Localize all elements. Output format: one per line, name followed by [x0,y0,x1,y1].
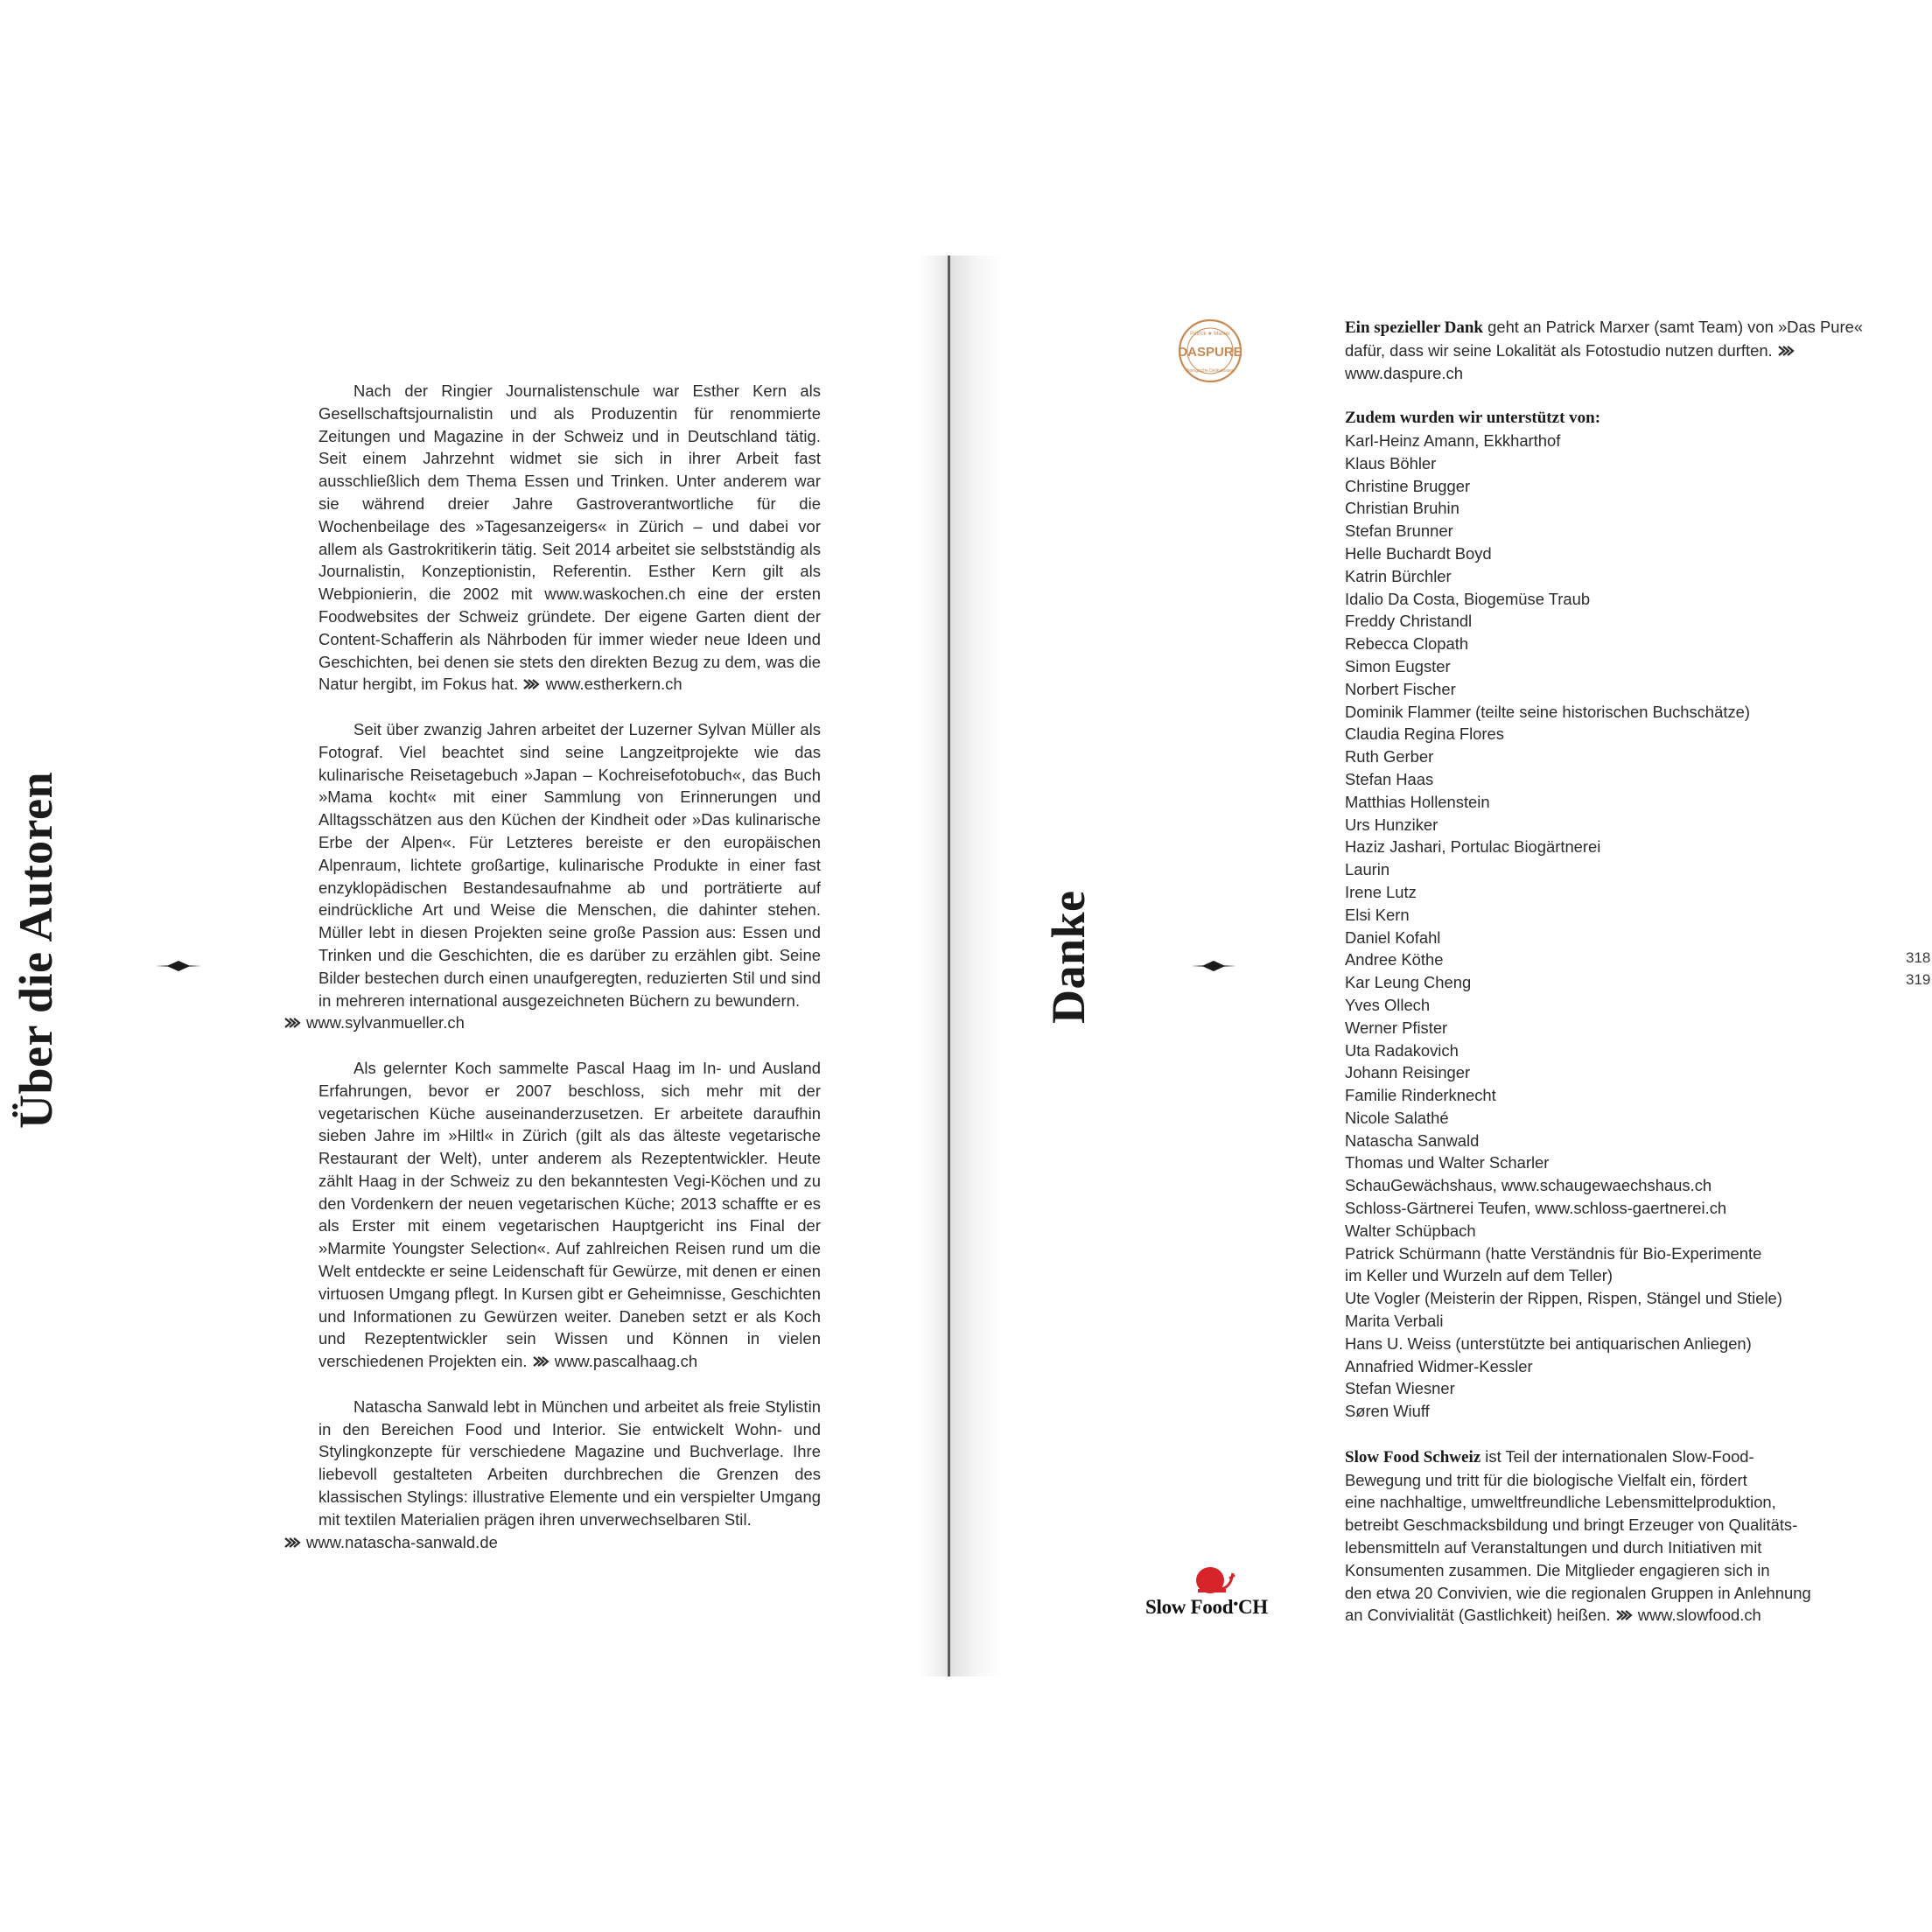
list-item: Schloss-Gärtnerei Teufen, www.schloss-gaertnerei.ch [1345,1199,1727,1218]
list-item: Marita Verbali [1345,1312,1444,1331]
list-item: Annafried Widmer-Kessler [1345,1356,1533,1376]
supporters-heading: Zudem wurden wir unterstützt von: [1345,409,1601,428]
list-item: Haziz Jashari, Portulac Biogärtnerei [1345,837,1601,857]
bio-pascal-haag: Als gelernter Koch sammelte Pascal Haag im In- und Ausland Erfahrungen, bevor er 2007 beschloss, sich mehr mit der vegetarischen Küche auseinanderzusetzen. Er arbeitete daraufhin sieben Jahre im »Hiltl« in Zürich (gilt als das älteste vegetarische Restaurant der Welt), unter anderem als Rezeptentwickler. Heute zählt Haag in der Schweiz zu den bekanntesten Vegi-Köchen und zu den Vordenkern der neuen vegetarischen Küche; 2013 schaffte er es als Erster mit einem vegetarischen Hauptgericht ins Final der »Marmite Youngster Selection«. Auf zahlreichen Reisen rund um die Welt entdeckte er seine Leidenschaft für Gewürze, mit denen er einen virtuosen Umgang pflegt. In Kursen gibt er Geheimnisse, Geschichten und Informationen zu Gewürzen weiter. Daneben setzt er als Koch und Rezeptentwickler sein Wissen und Können in vielen verschiedenen Projekten ein. www.pascalhaag.ch [318,1058,821,1371]
svg-text:Biologische Delikatessen: Biologische Delikatessen [1186,368,1235,374]
spine-shadow-right [950,256,1003,1676]
page-number-right: 319 [1906,971,1931,988]
list-item: Katrin Bürchler [1345,566,1452,585]
list-item: Ute Vogler (Meisterin der Rippen, Rispen, Stängel und Stiele) [1345,1289,1782,1308]
list-item: Urs Hunziker [1345,815,1438,834]
bio-sylvan-mueller: Seit über zwanzig Jahren arbeitet der Luzerner Sylvan Müller als Fotograf. Viel beachtet sind seine Langzeitprojekte wie das kulinarische Reisetagebuch »Japan – Kochreisefotobuch«, das Buch »Mama kocht« mit einer Sammlung von Erinnerungen und Alltagsschätzen aus den Küchen der Kindheit oder »Das kulinarische Erbe der Alpen«. Für Letzteres bereiste er den europäischen Alpenraum, lichtete großartige, kulinarische Produkte in einer fast enzyklopädischen Bestandesaufnahme ab und porträtierte auf eindrückliche Art und Weise die Menschen, die dahinter stehen. Müller lebt in diesen Projekten seine große Passion aus: Essen und Trinken und die Geschichten, die es darüber zu erzählen gibt. Seine Bilder bestechen durch einen unaufgeregten, reduzierten Stil und sind in mehreren international ausgezeichneten Büchern zu bewundern. www.sylvanmueller.ch [318,718,821,1034]
link-sylvanmueller[interactable]: www.sylvanmueller.ch [306,1013,465,1032]
list-item: Stefan Brunner [1345,522,1453,541]
list-item: Hans U. Weiss (unterstützte bei antiquarischen Anliegen) [1345,1334,1752,1353]
list-item: Rebecca Clopath [1345,634,1469,654]
svg-text:Patrick ★ Marxer: Patrick ★ Marxer [1190,332,1230,337]
snail-icon [1193,1563,1236,1598]
list-item: Stefan Haas [1345,769,1434,788]
list-item: Christian Bruhin [1345,499,1460,518]
page-number-left: 318 [1906,949,1931,966]
spine-shadow-left [919,256,948,1676]
slow-food-logo: Slow Food●CH [1142,1558,1291,1628]
special-thanks: Ein spezieller Dank geht an Patrick Marxer (samt Team) von »Das Pure« dafür, dass wir seine Lokalität als Fotostudio nutzen durften. www.daspure.ch [1345,318,1864,382]
list-item: Andree Köthe [1345,950,1444,970]
link-slowfood[interactable]: www.slowfood.ch [1637,1606,1761,1625]
supporters-list [1345,430,1870,1423]
list-item: Ruth Gerber [1345,747,1434,766]
slow-food-description: Slow Food Schweiz ist Teil der internationalen Slow-Food- Bewegung und tritt für die biologische Vielfalt ein, fördert eine nachhaltige, umweltfreundliche Lebensmittelproduktion, betreibt Geschmacksbildung und bringt Erzeuger von Qualitäts- lebensmitteln auf Veranstaltungen und durch Initiativen mit Konsumenten zusammen. Die Mitglieder engagieren sich in den etwa 20 Convivien, wie die regionalen Gruppen in Anlehnung an Convivialität (Gastlichkeit) heißen. www.slowfood.ch [1345,1446,1811,1625]
bio-esther-kern: Nach der Ringier Journalistenschule war Esther Kern als Gesellschaftsjournalistin und als Produzentin für renommierte Zeitungen und Magazine in der Schweiz und in Deutschland tätig. Seit einem Jahrzehnt widmet sie sich in ihrer Arbeit fast ausschließlich dem Thema Essen und Trinken. Unter anderem war sie während dreier Jahre Gastroverantwortliche für die Wochenbeilage des »Tagesanzeigers« in Zürich – und dabei vor allem als Gastrokritikerin tätig. Seit 2014 arbeitet sie selbstständig als Journalistin, Konzeptionistin, Referentin. Esther Kern gilt als Webpionierin, die 2002 mit www.waskochen.ch eine der ersten Foodwebsites der Schweiz gründete. Der eigene Garten dient der Content-Schafferin als Nährboden für immer wieder neue Ideen und Geschichten, bei denen sie stets den direkten Bezug zu dem, was die Natur hergibt, im Fokus hat. www.estherkern.ch [318,382,821,694]
list-item: im Keller und Wurzeln auf dem Teller) [1345,1266,1613,1285]
diamond-ornament-icon [156,960,201,972]
list-item: Dominik Flammer (teilte seine historischen Buchschätze) [1345,702,1750,721]
list-item: Werner Pfister [1345,1018,1448,1037]
list-item: Stefan Wiesner [1345,1379,1455,1398]
list-item: Nicole Salathé [1345,1108,1449,1127]
svg-text:DASPURE: DASPURE [1178,345,1242,360]
list-item: Karl-Heinz Amann, Ekkharthof [1345,430,1561,450]
arrow-leaf-icon [522,678,540,690]
link-pascalhaag[interactable]: www.pascalhaag.ch [554,1352,698,1371]
list-item: Johann Reisinger [1345,1063,1471,1082]
list-item: Idalio Da Costa, Biogemüse Traub [1345,589,1591,608]
page-title-right: Danke [1042,890,1095,1024]
list-item: Kar Leung Cheng [1345,973,1472,992]
author-bios [306,380,821,1576]
list-item: Irene Lutz [1345,882,1417,901]
page-title-left: Über die Autoren [10,771,62,1129]
list-item: Helle Buchardt Boyd [1345,543,1492,563]
list-item: Uta Radakovich [1345,1040,1459,1060]
daspure-stamp-logo [1177,318,1243,384]
list-item: Elsi Kern [1345,905,1410,924]
list-item: Patrick Schürmann (hatte Verständnis für Bio-Experimente [1345,1243,1762,1263]
link-natascha-sanwald[interactable]: www.natascha-sanwald.de [306,1532,498,1551]
diamond-ornament-icon [1191,960,1236,972]
page-numbers [1906,947,1930,990]
list-item: Laurin [1345,860,1390,879]
list-item: Natascha Sanwald [1345,1130,1480,1150]
list-item: Thomas und Walter Scharler [1345,1153,1550,1172]
list-item: Christine Brugger [1345,476,1471,495]
arrow-leaf-icon [1615,1609,1633,1621]
list-item: Freddy Christandl [1345,612,1473,631]
list-item: Matthias Hollenstein [1345,792,1490,811]
arrow-leaf-icon [284,1017,301,1029]
list-item: Claudia Regina Flores [1345,724,1504,744]
list-item: Klaus Böhler [1345,453,1437,472]
thanks-column [1345,316,1870,1627]
arrow-leaf-icon [284,1536,301,1549]
list-item: Walter Schüpbach [1345,1221,1476,1240]
list-item: Simon Eugster [1345,656,1451,676]
bio-natascha-sanwald: Natascha Sanwald lebt in München und arbeitet als freie Stylistin in den Bereichen Food und Interior. Sie entwickelt Wohn- und Stylingkonzepte für verschiedene Magazine und Buchverlage. Ihre liebevoll gestalteten Arbeiten durchbrechen die Grenzen des klassischen Stylings: illustrative Elemente und ein verspielter Umgang mit textilen Materialien prägen ihren unverwechselbaren Stil. www.natascha-sanwald.de [318,1396,821,1554]
link-daspure[interactable]: www.daspure.ch [1345,363,1463,382]
list-item: SchauGewächshaus, www.schaugewaechshaus.ch [1345,1176,1712,1195]
list-item: Norbert Fischer [1345,679,1456,698]
arrow-leaf-icon [1777,345,1795,357]
list-item: Daniel Kofahl [1345,928,1441,947]
book-spine [948,256,950,1676]
list-item: Yves Ollech [1345,995,1431,1014]
link-estherkern[interactable]: www.estherkern.ch [545,675,682,694]
arrow-leaf-icon [532,1355,550,1368]
list-item: Søren Wiuff [1345,1402,1430,1421]
list-item: Familie Rinderknecht [1345,1086,1496,1105]
